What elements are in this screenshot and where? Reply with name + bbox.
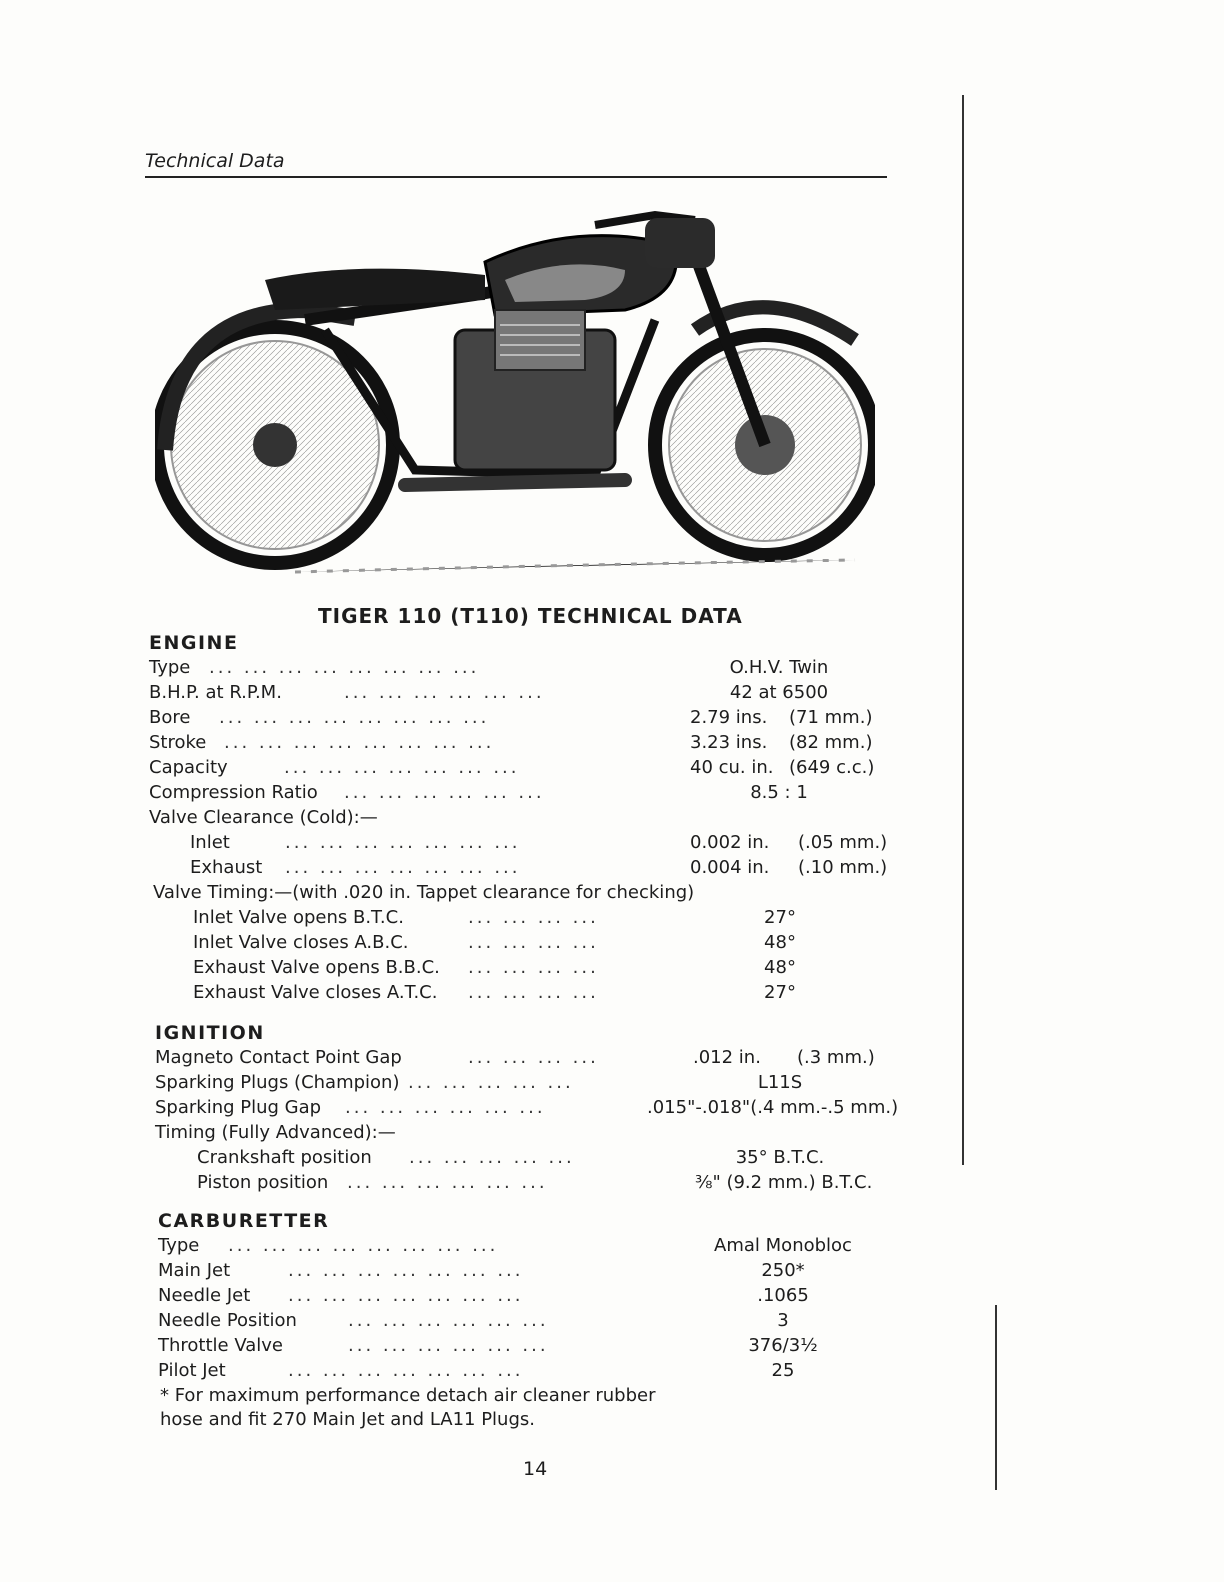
spec-row: Sparking Plugs (Champion) ... ... ... ... ... L11S xyxy=(155,1072,803,1093)
spec-row: Sparking Plug Gap ... ... ... ... ... ... .015"-.018"(.4 mm.-.5 mm.) xyxy=(155,1097,899,1118)
spec-row: Piston position ... ... ... ... ... ... ⅜" (9.2 mm.) B.T.C. xyxy=(197,1172,873,1193)
spec-row: Exhaust ... ... ... ... ... ... ... 0.004 in. (.10 mm.) xyxy=(190,857,888,878)
page-edge-rule xyxy=(962,95,964,1165)
spec-row: Exhaust Valve closes A.T.C. ... ... ... ... 27° xyxy=(193,982,796,1003)
section-heading-engine: ENGINE xyxy=(149,632,239,654)
page-number: 14 xyxy=(523,1458,548,1480)
running-header: Technical Data xyxy=(145,150,285,172)
spec-row: Needle Jet ... ... ... ... ... ... ... .1065 xyxy=(158,1285,809,1306)
spec-row: Needle Position ... ... ... ... ... ... 3 xyxy=(158,1310,789,1331)
spec-row: Inlet Valve closes A.B.C. ... ... ... ... 48° xyxy=(193,932,796,953)
spec-row: Throttle Valve ... ... ... ... ... ... 376/3½ xyxy=(158,1335,818,1356)
spec-row: Timing (Fully Advanced):— xyxy=(155,1122,396,1143)
spec-row: Type ... ... ... ... ... ... ... ... O.H.V. Twin xyxy=(149,657,829,678)
footnote: * For maximum performance detach air cleaner rubber hose and fit 270 Main Jet and LA11 Plugs. xyxy=(160,1385,656,1430)
spec-row: Type ... ... ... ... ... ... ... ... Amal Monobloc xyxy=(158,1235,852,1256)
spec-row: Valve Clearance (Cold):— xyxy=(149,807,378,828)
spec-row: Exhaust Valve opens B.B.C. ... ... ... ... 48° xyxy=(193,957,796,978)
spec-row: Inlet Valve opens B.T.C. ... ... ... ... 27° xyxy=(193,907,796,928)
header-rule xyxy=(145,176,887,178)
spec-row: Compression Ratio ... ... ... ... ... ... 8.5 : 1 xyxy=(149,782,808,803)
spec-row: Stroke ... ... ... ... ... ... ... ... 3.23 ins. (82 mm.) xyxy=(149,732,873,753)
spec-row: Main Jet ... ... ... ... ... ... ... 250* xyxy=(158,1260,805,1281)
spec-row: Valve Timing:—(with .020 in. Tappet clearance for checking) xyxy=(153,882,695,903)
page-edge-rule-lower xyxy=(995,1305,997,1490)
section-heading-ignition: IGNITION xyxy=(155,1022,265,1044)
spec-row: Bore ... ... ... ... ... ... ... ... 2.79 ins. (71 mm.) xyxy=(149,707,873,728)
spec-row: Capacity ... ... ... ... ... ... ... 40 cu. in. (649 c.c.) xyxy=(149,757,875,778)
spec-row: Inlet ... ... ... ... ... ... ... 0.002 in. (.05 mm.) xyxy=(190,832,888,853)
section-heading-carburetter: CARBURETTER xyxy=(158,1210,330,1232)
spec-row: Crankshaft position ... ... ... ... ... 35° B.T.C. xyxy=(197,1147,825,1168)
page-title: TIGER 110 (T110) TECHNICAL DATA xyxy=(318,604,743,628)
spec-row: Pilot Jet ... ... ... ... ... ... ... 25 xyxy=(158,1360,795,1381)
spec-row: Magneto Contact Point Gap ... ... ... ... .012 in. (.3 mm.) xyxy=(155,1047,875,1068)
spec-row: B.H.P. at R.P.M. ... ... ... ... ... ... 42 at 6500 xyxy=(149,682,829,703)
motorcycle-photo xyxy=(155,200,875,590)
